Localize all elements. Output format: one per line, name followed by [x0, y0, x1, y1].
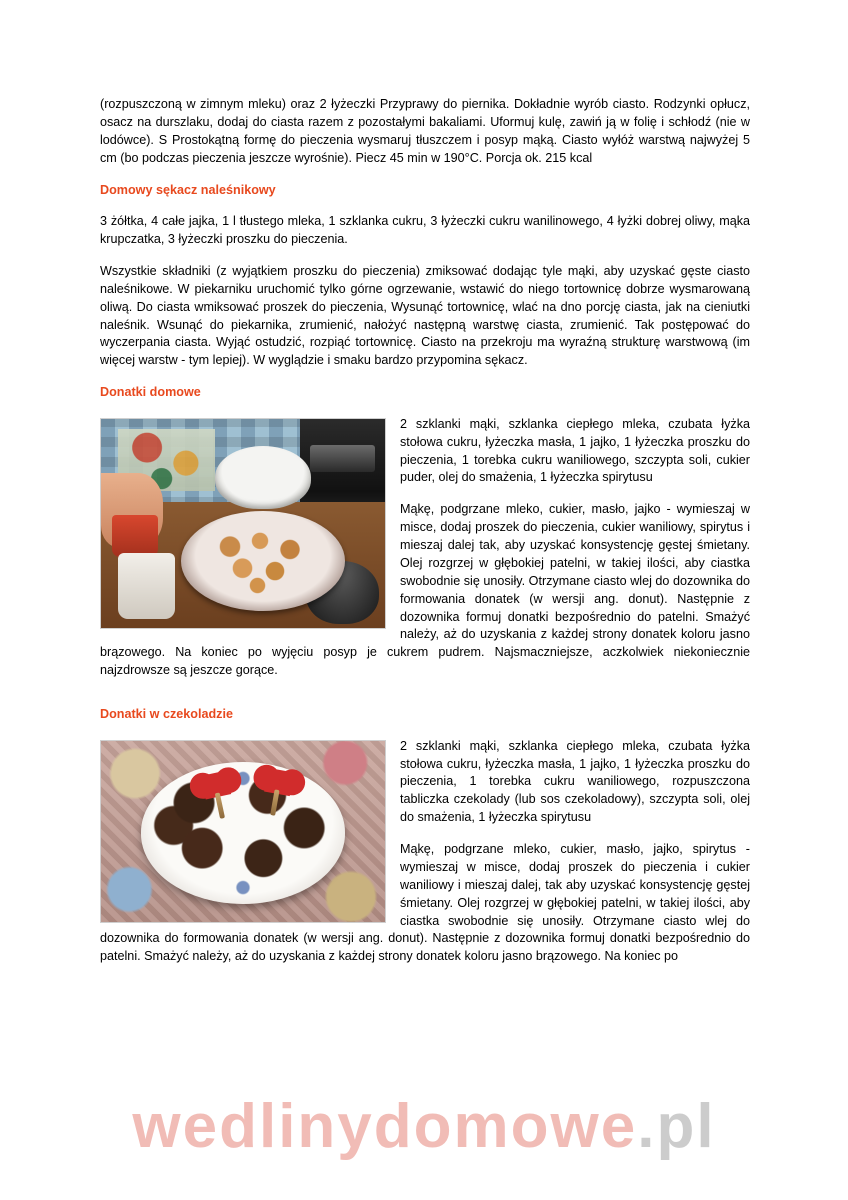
chocolate-donuts	[141, 770, 346, 897]
red-cup	[112, 515, 157, 557]
plate-with-donuts	[181, 511, 346, 611]
section-title-sekacz: Domowy sękacz naleśnikowy	[100, 182, 276, 197]
recipe-donatki-w-czekoladzie	[100, 706, 750, 980]
photo-donatki-w-czekoladzie	[100, 740, 386, 923]
method-donatki-domowe: Mąkę, podgrzane mleko, cukier, masło, jajko - wymieszaj w misce, dodaj proszek do pieczenia, cukier waniliowy, spirytus i mieszaj dalej tak, aby uzyskać konsystencję gęstej śmietany. Olej rozgrzej w głębokiej patelni, w takiej ilości, aby ciastka swobodnie się unosiły. Otrzymane ciasto wlej do dozownika do formowania donatek (w wersji ang. donut). Następnie z dozownika formuj donatki bezpośrednio do patelni. Smażyć należy, aż do uzyskania z każdej strony donatek koloru jasno brązowego. Na koniec po wyjęciu posyp je cukrem pudrem. Najsmaczniejsze, aczkolwiek niekoniecznie najzdrowsze są jeszcze gorące.	[100, 502, 750, 678]
photo-donatki-domowe	[100, 418, 386, 629]
method-donatki-czekolada: Mąkę, podgrzane mleko, cukier, masło, jajko, spirytus - wymieszaj w misce, dodaj proszek do pieczenia i cukier waniliowy i mieszaj dalej, tak aby uzyskać konsystencję gęstej śmietany. Olej rozgrzej w głębokiej patelni, w takiej ilości, aby ciastka swobodnie się unosiły. Otrzymane ciasto wlej do dozownika do formowania donatek (w wersji ang. donut). Następnie z dozownika formuj donatki bezpośrednio do patelni. Smażyć należy, aż do uzyskania z każdej strony donatek koloru jasno brązowego. Na koniec po	[100, 842, 750, 964]
heart-decoration-icon	[264, 768, 294, 796]
watermark	[0, 1091, 848, 1162]
section-title-donatki-domowe: Donatki domowe	[100, 385, 201, 400]
method-sekacz: Wszystkie składniki (z wyjątkiem proszku do pieczenia) zmiksować dodając tyle mąki, aby uzyskać gęste ciasto naleśnikowe. W piekarniku uruchomić tylko górne ogrzewanie, wstawić do niego tortownicę dobrze wysmarowaną oliwą. Do ciasta wmiksować proszek do pieczenia, Wysunąć tortownicę, wlać na dno porcję ciasta, jak na cieniutki naleśnik. Wsunąć do piekarnika, zrumienić, nałożyć następną warstwę ciasta, zrumienić. Tak postępować do wyczerpania ciasta. Wyjąć ostudzić, rozpiąć tortownicę. Ciasto na przekroju ma wyraźną strukturę warstwową (im więcej warstw - tym lepiej). W wyglądzie i smaku bardzo przypomina sękacz.	[100, 263, 750, 368]
ingredients-donatki-domowe: 2 szklanki mąki, szklanka ciepłego mleka, czubata łyżka stołowa cukru, łyżeczka masła, 1 jajko, 1 łyżeczka proszku do pieczenia, 1 torebka cukru waniliowego, szczypta soli, cukier puder, olej do smażenia, 1 łyżeczka spirytusu	[400, 416, 750, 485]
ingredients-sekacz: 3 żółtka, 4 całe jajka, 1 l tłustego mleka, 1 szklanka cukru, 3 łyżeczki cukru wanilinowego, 4 łyżki dobrej oliwy, mąka krupczatka, 3 łyżeczki proszku do pieczenia.	[100, 214, 750, 246]
watermark-name: wedlinydomowe	[132, 1092, 638, 1161]
paragraph-intro-continued: (rozpuszczoną w zimnym mleku) oraz 2 łyżeczki Przyprawy do piernika. Dokładnie wyrób ciasto. Rodzynki opłucz, osacz na durszlaku, dodaj do ciasta razem z pozostałymi bakaliami. Uformuj kulę, zawiń ją w folię i schłodź (nie w lodówce). S Prostokątną formę do pieczenia wysmaruj tłuszczem i posyp mąką. Ciasto wyłóż warstwą najwyżej 5 cm (bo podczas pieczenia jeszcze wyrośnie). Piecz 45 min w 190°C. Porcja ok. 215 kcal	[100, 97, 750, 165]
recipe-donatki-domowe	[100, 384, 750, 694]
ingredients-donatki-czekolada: 2 szklanki mąki, szklanka ciepłego mleka, czubata łyżka stołowa cukru, łyżeczka masła, 1 jajko, 1 łyżeczka proszku do pieczenia, 1 torebka cukru waniliowego, rozpuszczona tabliczka czekolady (lub sos czekoladowy), szczypta soli, olej do smażenia, 1 łyżeczka spirytusu	[400, 738, 750, 825]
white-mug	[118, 553, 175, 620]
document-content	[100, 96, 750, 990]
recipe-sekacz-nalesnikowy	[100, 182, 750, 371]
section-title-donatki-czekolada: Donatki w czekoladzie	[100, 707, 233, 721]
watermark-suffix: .pl	[637, 1092, 716, 1161]
flour-sieve	[215, 446, 312, 509]
